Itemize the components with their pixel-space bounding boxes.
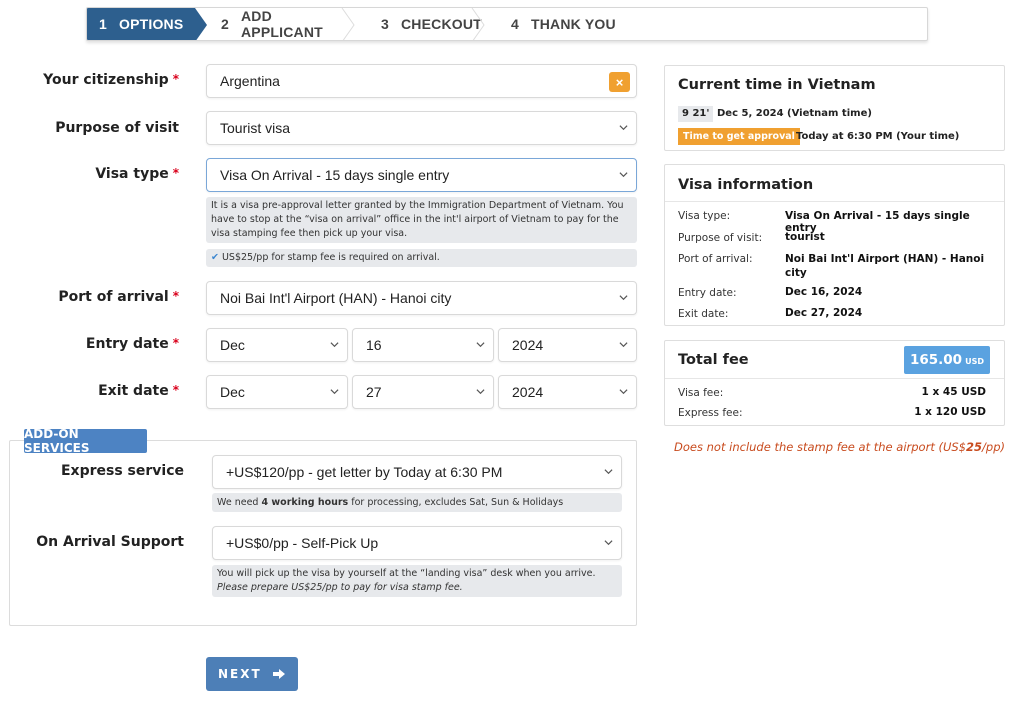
step-checkout[interactable]	[355, 8, 485, 40]
clock-value: 9 21'	[678, 106, 713, 122]
arrival-support-label: On Arrival Support	[36, 534, 184, 550]
arrival-support-select[interactable]	[212, 526, 622, 560]
visa-info-panel	[664, 164, 1005, 326]
chevron-down-icon	[330, 340, 339, 349]
citizenship-value: Argentina	[220, 73, 280, 89]
purpose-info: tourist	[785, 231, 825, 243]
express-service-label: Express service	[60, 463, 184, 479]
step-options[interactable]	[87, 8, 195, 40]
step-separator-icon	[341, 8, 355, 41]
express-service-value: +US$120/pp - get letter by Today at 6:30 PM	[226, 464, 503, 480]
exit-month-select[interactable]	[206, 375, 348, 409]
visa-type-note: It is a visa pre-approval letter granted by the Immigration Department of Vietnam. You have to stop at the “visa on arrival” office in the int'l airport of Vietnam to pay for the visa stamping fee then pick up your visa.	[206, 197, 637, 243]
stamp-fee-footnote: Does not include the stamp fee at the airport (US$25/pp)	[674, 440, 1005, 454]
step-thank-you[interactable]	[485, 8, 616, 40]
vietnam-date: Dec 5, 2024 (Vietnam time)	[717, 108, 872, 119]
arrow-right-icon	[272, 668, 286, 680]
visa-fee-value: 1 x 45 USD	[921, 386, 986, 398]
clear-citizenship-icon[interactable]: ×	[609, 72, 630, 92]
port-value: Noi Bai Int'l Airport (HAN) - Hanoi city	[220, 290, 452, 306]
visa-type-key: Visa type:	[678, 210, 731, 222]
exit-date-label: Exit date *	[98, 383, 179, 399]
step-separator-icon	[471, 8, 485, 41]
exit-year-value: 2024	[512, 384, 544, 400]
port-key: Port of arrival:	[678, 253, 753, 265]
approval-time: Today at 6:30 PM (Your time)	[796, 131, 960, 142]
entry-date-label: Entry date *	[85, 336, 179, 352]
next-button[interactable]	[206, 657, 298, 691]
exit-date-info: Dec 27, 2024	[785, 307, 863, 319]
chevron-down-icon	[476, 387, 485, 396]
purpose-value: Tourist visa	[220, 120, 291, 136]
entry-year-select[interactable]	[498, 328, 637, 362]
purpose-select[interactable]	[206, 111, 637, 145]
visa-type-select[interactable]	[206, 158, 637, 192]
port-select[interactable]	[206, 281, 637, 315]
step-number: 1	[99, 16, 107, 32]
total-fee-panel	[664, 340, 1005, 426]
visa-fee-key: Visa fee:	[678, 387, 724, 399]
visa-type-info: Visa On Arrival - 15 days single entry	[785, 210, 970, 234]
current-time-panel	[664, 65, 1005, 151]
citizenship-label: Your citizenship *	[43, 72, 179, 88]
express-fee-key: Express fee:	[678, 407, 743, 419]
express-service-note: We need 4 working hours for processing, excludes Sat, Sun & Holidays	[212, 493, 622, 512]
exit-day-value: 27	[366, 384, 382, 400]
chevron-down-icon	[619, 340, 628, 349]
express-service-select[interactable]	[212, 455, 622, 489]
entry-date-key: Entry date:	[678, 287, 737, 299]
chevron-down-icon	[476, 340, 485, 349]
exit-month-value: Dec	[220, 384, 245, 400]
chevron-down-icon	[330, 387, 339, 396]
stamp-fee-note: ✔ US$25/pp for stamp fee is required on arrival.	[206, 249, 637, 267]
port-info: Noi Bai Int'l Airport (HAN) - Hanoi city	[785, 253, 985, 279]
total-currency: USD	[965, 357, 984, 366]
chevron-down-icon	[619, 387, 628, 396]
step-label: OPTIONS	[119, 16, 184, 32]
entry-month-select[interactable]	[206, 328, 348, 362]
chevron-down-icon	[604, 467, 613, 476]
next-label: NEXT	[218, 667, 262, 681]
citizenship-input[interactable]	[206, 64, 637, 98]
step-number: 4	[511, 16, 519, 32]
divider	[665, 201, 1004, 202]
step-label: THANK YOU	[531, 16, 616, 32]
exit-date-key: Exit date:	[678, 308, 729, 320]
step-number: 3	[381, 16, 389, 32]
purpose-label: Purpose of visit	[55, 120, 179, 136]
purpose-key: Purpose of visit:	[678, 232, 763, 244]
entry-day-select[interactable]	[352, 328, 494, 362]
entry-month-value: Dec	[220, 337, 245, 353]
chevron-down-icon	[619, 123, 628, 132]
exit-year-select[interactable]	[498, 375, 637, 409]
entry-day-value: 16	[366, 337, 382, 353]
approval-badge: Time to get approval	[678, 128, 800, 145]
visa-type-value: Visa On Arrival - 15 days single entry	[220, 167, 450, 183]
express-fee-value: 1 x 120 USD	[914, 406, 986, 418]
entry-date-info: Dec 16, 2024	[785, 286, 863, 298]
step-label: CHECKOUT	[401, 16, 482, 32]
visa-type-label: Visa type *	[95, 166, 179, 182]
arrival-support-note: You will pick up the visa by yourself at the “landing visa” desk when you arrive. Please prepare US$25/pp to pay for visa stamp fee.	[212, 565, 622, 597]
chevron-down-icon	[619, 170, 628, 179]
check-icon: ✔	[211, 252, 219, 263]
total-amount: 165.00	[909, 352, 963, 368]
current-time-title: Current time in Vietnam	[678, 77, 876, 93]
progress-steps	[86, 7, 928, 41]
addon-services-title: ADD-ON SERVICES	[24, 429, 147, 453]
visa-info-title: Visa information	[678, 177, 814, 193]
divider	[665, 378, 1004, 379]
total-fee-badge	[904, 346, 990, 374]
total-fee-title: Total fee	[678, 352, 749, 368]
step-number: 2	[221, 16, 229, 32]
exit-day-select[interactable]	[352, 375, 494, 409]
chevron-down-icon	[604, 538, 613, 547]
arrival-support-value: +US$0/pp - Self-Pick Up	[226, 535, 379, 551]
entry-year-value: 2024	[512, 337, 544, 353]
step-label: ADD APPLICANT	[241, 8, 323, 40]
chevron-down-icon	[619, 293, 628, 302]
port-label: Port of arrival *	[58, 289, 179, 305]
step-add-applicant[interactable]	[195, 8, 355, 40]
